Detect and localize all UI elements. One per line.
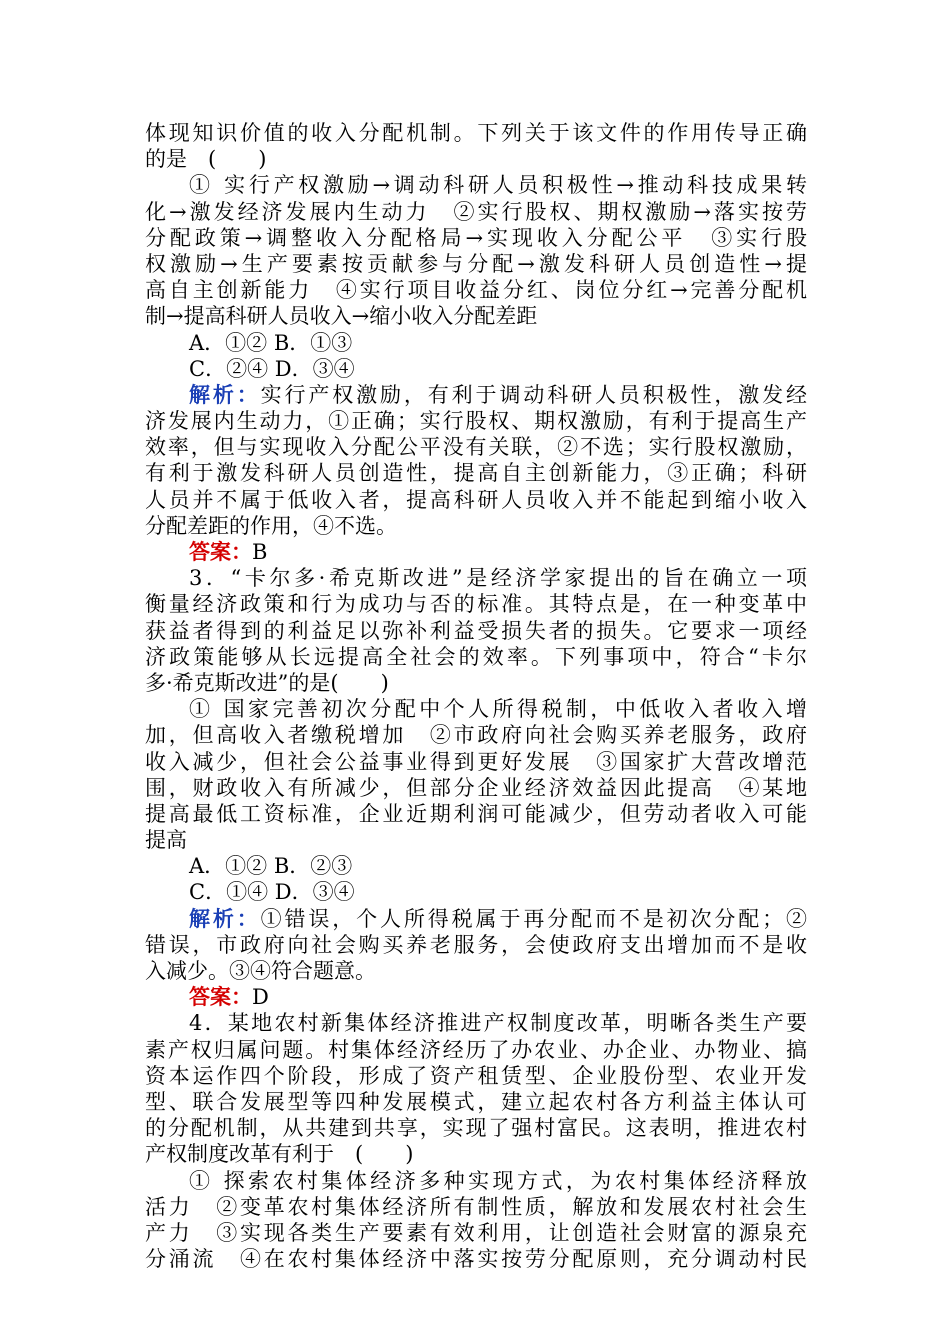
- answer-line: [145, 539, 807, 565]
- question-stem-line: 型、联合发展型等四种发展模式，建立起农村各方利益主体认可: [145, 1089, 807, 1114]
- option-text-line: 加，但高收入者缴税增加 ②市政府向社会购买养老服务，政府: [145, 723, 807, 748]
- option-text-line: 产力 ③实现各类生产要素有效利用，让创造社会财富的源泉充: [145, 1220, 807, 1245]
- question-stem-line: 4．某地农村新集体经济推进产权制度改革，明晰各类生产要: [189, 1011, 807, 1036]
- question-3: [145, 565, 807, 1010]
- question-stem-line: 济政策能够从长远提高全社会的效率。下列事项中，符合“卡尔: [145, 644, 807, 669]
- option-text-line: 分涌流 ④在农村集体经济中落实按劳分配原则，充分调动村民: [145, 1247, 807, 1272]
- option-text-line: 制→提高科研人员收入→缩小收入分配差距: [145, 304, 538, 329]
- question-stem-line: 的是 ( ): [145, 147, 267, 172]
- question-4: [145, 1010, 807, 1272]
- option-text-line: 化→激发经济发展内生动力 ②实行股权、期权激励→落实按劳: [145, 199, 807, 224]
- question-stem-line: 3．“卡尔多·希克斯改进”是经济学家提出的旨在确立一项: [189, 566, 807, 591]
- answer-label: 答案：: [189, 539, 252, 564]
- analysis-line: 错误，市政府向社会购买养老服务，会使政府支出增加而不是收: [145, 932, 807, 957]
- answer-value: D: [252, 985, 269, 1010]
- option-text-line: 分配政策→调整收入分配格局→实现收入分配公平 ③实行股: [145, 225, 807, 250]
- option-text-line: ① 探索农村集体经济多种实现方式，为农村集体经济释放: [189, 1168, 807, 1193]
- question-stem-line: 获益者得到的利益足以弥补利益受损失者的损失。它要求一项经: [145, 618, 807, 643]
- document-page: [145, 120, 807, 1272]
- question-stem-line: 产权制度改革有利于 ( ): [145, 1142, 414, 1167]
- question-stem-line: 的分配机制，从共建到共享，实现了强村富民。这表明，推进农村: [145, 1116, 807, 1141]
- option-text-line: 围，财政收入有所减少，但部分企业经济效益因此提高 ④某地: [145, 775, 807, 800]
- analysis-text: ①错误，个人所得税属于再分配而不是初次分配；②: [260, 906, 807, 931]
- answer-value: B: [252, 540, 268, 564]
- question-stem-line: 衡量经济政策和行为成功与否的标准。其特点是，在一种变革中: [145, 592, 807, 617]
- option-text-line: 收入减少，但社会公益事业得到更好发展 ③国家扩大营改增范: [145, 749, 807, 774]
- answer-label: 答案：: [189, 984, 252, 1010]
- analysis-line: [145, 382, 807, 408]
- question-stem-line: 素产权归属问题。村集体经济经历了办农业、办企业、办物业、搞: [145, 1037, 807, 1062]
- option-text-line: 活力 ②变革农村集体经济所有制性质，解放和发展农村社会生: [145, 1194, 807, 1219]
- analysis-line: 人员并不属于低收入者，提高科研人员收入并不能起到缩小收入: [145, 487, 807, 512]
- answer-line: [145, 984, 807, 1010]
- answer-choices: C．①④ D．③④: [189, 880, 355, 905]
- analysis-label: 解析：: [189, 905, 261, 931]
- answer-choices: C．②④ D．③④: [189, 356, 355, 381]
- question-stem-line: 体现知识价值的收入分配机制。下列关于该文件的作用传导正确: [145, 121, 807, 145]
- analysis-line: 有利于激发科研人员创造性，提高自主创新能力，③正确；科研: [145, 461, 807, 486]
- option-text-line: ① 实行产权激励→调动科研人员积极性→推动科技成果转: [189, 173, 807, 198]
- question-stem-line: 多·希克斯改进”的是( ): [145, 670, 389, 695]
- analysis-line: 分配差距的作用，④不选。: [145, 513, 397, 538]
- option-text-line: 权激励→生产要素按贡献参与分配→激发科研人员创造性→提: [145, 251, 807, 276]
- analysis-line: 入减少。③④符合题意。: [145, 959, 376, 983]
- analysis-label: 解析：: [189, 381, 261, 407]
- analysis-line: [145, 906, 807, 932]
- answer-choices: A．①② B．②③: [189, 854, 353, 879]
- option-text-line: 高自主创新能力 ④实行项目收益分红、岗位分红→完善分配机: [145, 278, 807, 303]
- analysis-line: 济发展内生动力，①正确；实行股权、期权激励，有利于提高生产: [145, 409, 807, 434]
- option-text-line: ① 国家完善初次分配中个人所得税制，中低收入者收入增: [189, 697, 807, 722]
- option-text-line: 提高最低工资标准，企业近期利润可能减少，但劳动者收入可能: [145, 801, 807, 826]
- question-stem-line: 资本运作四个阶段，形成了资产租赁型、企业股份型、农业开发: [145, 1063, 807, 1088]
- analysis-line: 效率，但与实现收入分配公平没有关联，②不选；实行股权激励，: [145, 435, 807, 460]
- analysis-text: 实行产权激励，有利于调动科研人员积极性，激发经: [260, 382, 807, 407]
- option-text-line: 提高: [145, 828, 187, 853]
- answer-choices: A．①② B．①③: [189, 330, 353, 355]
- question-2: [145, 120, 807, 565]
